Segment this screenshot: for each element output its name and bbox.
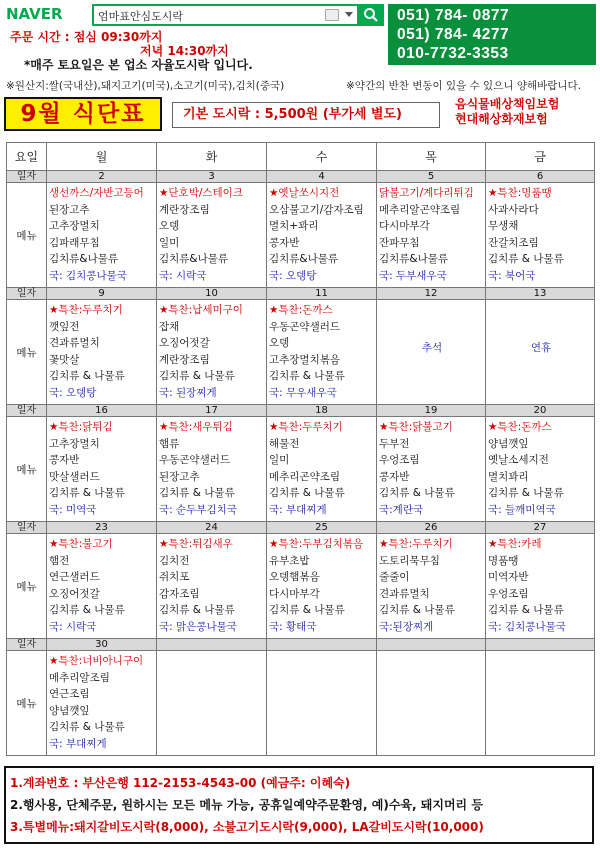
menu-label: 메뉴 — [7, 417, 47, 522]
date-row — [7, 522, 595, 534]
side-dish: 콩자반 — [49, 454, 80, 467]
soup-item: 국: 오뎅탕 — [49, 386, 97, 399]
side-dish: 오뎅 — [269, 337, 290, 350]
menu-cell — [47, 300, 157, 405]
special-dish: ★특찬:납세미구이 — [159, 304, 243, 316]
chevron-down-icon[interactable] — [345, 12, 353, 17]
side-dish: 김치류 & 나물류 — [488, 253, 564, 266]
date-cell: 17 — [157, 405, 267, 417]
side-dish: 김치류 & 나물류 — [49, 604, 125, 617]
menu-cell — [377, 300, 486, 405]
menu-label: 메뉴 — [7, 651, 47, 756]
date-cell — [157, 639, 267, 651]
menu-table — [6, 142, 595, 756]
side-dish: 햄류 — [159, 437, 180, 450]
special-dish: ★특찬:불고기 — [49, 538, 113, 550]
menu-cell — [486, 651, 595, 756]
date-cell: 6 — [486, 171, 595, 183]
date-label: 일자 — [7, 171, 47, 183]
side-dish: 양념깻잎 — [488, 437, 529, 450]
side-dish: 깻잎전 — [49, 320, 80, 333]
day-header: 금 — [486, 143, 595, 171]
order-time-lunch: 주문 시간 : 점심 09:30까지 — [10, 30, 163, 44]
side-dish: 오뎅햄볶음 — [269, 571, 320, 584]
price-line: 기본 도시락 : 5,500원 (부가세 별도) — [172, 102, 440, 128]
side-dish: 김치류 & 나물류 — [159, 487, 235, 500]
date-label: 일자 — [7, 639, 47, 651]
side-dish: 견과류멸치 — [49, 337, 100, 350]
date-cell: 9 — [47, 288, 157, 300]
side-dish: 연근샐러드 — [49, 571, 100, 584]
side-dish: 메추리알조림 — [49, 671, 110, 684]
side-dish: 잔갈치조림 — [488, 236, 539, 249]
side-dish: 고추장멸치 — [49, 220, 100, 233]
side-dish: 사과사라다 — [488, 203, 539, 216]
side-dish: 고추장멸치 — [49, 437, 100, 450]
special-dish: ★특찬:튀김새우 — [159, 538, 233, 550]
change-note: ※약간의 반찬 변동이 있을 수 있으니 양해바랍니다. — [346, 80, 582, 92]
side-dish: 김치류 & 나물류 — [379, 487, 455, 500]
side-dish: 김치류 & 나물류 — [269, 487, 345, 500]
side-dish: 도토리묵무침 — [379, 554, 440, 567]
menu-cell — [157, 300, 267, 405]
side-dish: 맛살샐러드 — [49, 470, 100, 483]
soup-item: 국: 황태국 — [269, 620, 317, 633]
menu-cell — [267, 417, 377, 522]
soup-item: 국: 북어국 — [488, 269, 536, 282]
phone-number: 010-7732-3353 — [397, 45, 509, 62]
side-dish: 견과류멸치 — [379, 587, 430, 600]
side-dish: 오뎅 — [159, 220, 180, 233]
side-dish: 연근조림 — [49, 688, 90, 701]
side-dish: 유부초밥 — [269, 554, 310, 567]
menu-row — [7, 534, 595, 639]
side-dish: 김치류 & 나물류 — [159, 370, 235, 383]
date-cell: 23 — [47, 522, 157, 534]
side-dish: 일미 — [159, 236, 180, 249]
side-dish: 우동곤약샐러드 — [159, 454, 231, 467]
date-cell: 19 — [377, 405, 486, 417]
table-header — [7, 143, 595, 171]
menu-cell — [377, 651, 486, 756]
side-dish: 햄전 — [49, 554, 70, 567]
special-dish: ★특찬:새우튀김 — [159, 421, 233, 433]
side-dish: 김치류 & 나물류 — [488, 487, 564, 500]
special-dish: ★특찬:두루치기 — [379, 538, 453, 550]
soup-item: 국: 김치콩나물국 — [49, 269, 127, 282]
side-dish: 김치류&나물류 — [269, 253, 339, 266]
date-cell: 12 — [377, 288, 486, 300]
date-row — [7, 405, 595, 417]
date-cell: 20 — [486, 405, 595, 417]
side-dish: 일미 — [269, 454, 290, 467]
date-cell: 24 — [157, 522, 267, 534]
date-label: 일자 — [7, 405, 47, 417]
menu-cell — [157, 417, 267, 522]
side-dish: 김치류 & 나물류 — [488, 604, 564, 617]
special-dish: 닭불고기/계다리튀김 — [379, 187, 474, 199]
day-header: 목 — [377, 143, 486, 171]
side-dish: 콩자반 — [269, 236, 300, 249]
side-dish: 줄줄이 — [379, 571, 410, 584]
side-dish: 무생채 — [488, 220, 519, 233]
group-order-note: 2.행사용, 단체주문, 원하시는 모든 메뉴 가능, 공휴일예약주문환영, 예)수육, 돼지머리 등 — [10, 798, 483, 812]
special-dish: ★특찬:돈까스 — [269, 304, 333, 316]
date-cell: 30 — [47, 639, 157, 651]
side-dish: 잔파무침 — [379, 236, 420, 249]
search-input[interactable] — [92, 4, 359, 26]
menu-cell — [157, 183, 267, 288]
side-dish: 김치류&나물류 — [49, 253, 119, 266]
soup-item: 국: 두부새우국 — [379, 269, 447, 282]
date-cell: 2 — [47, 171, 157, 183]
soup-item: 국: 시락국 — [159, 269, 207, 282]
side-dish: 김치류 & 나물류 — [49, 721, 125, 734]
special-dish: ★특찬:두부김치볶음 — [269, 538, 364, 550]
phone-numbers — [388, 4, 596, 65]
side-dish: 계란장조림 — [159, 353, 210, 366]
special-dish: ★특찬:카레 — [488, 538, 542, 550]
special-dish: ★특찬:두루치기 — [49, 304, 123, 316]
date-cell — [377, 639, 486, 651]
special-dish: ★특찬:두루치기 — [269, 421, 343, 433]
search-input-value: 엄마표안심도시락 — [98, 10, 184, 23]
menu-label: 메뉴 — [7, 183, 47, 288]
holiday-label: 추석 — [421, 342, 443, 354]
side-dish: 김파래무침 — [49, 236, 100, 249]
menu-row — [7, 300, 595, 405]
side-dish: 된장고추 — [49, 203, 90, 216]
date-row — [7, 171, 595, 183]
menu-cell — [267, 534, 377, 639]
special-dish: ★특찬:닭튀김 — [49, 421, 113, 433]
special-dish: ★옛날쏘시지전 — [269, 187, 340, 199]
side-dish: 된장고추 — [159, 470, 200, 483]
order-time-dinner: 저녁 14:30까지 — [140, 44, 229, 58]
bank-account: 1.계좌번호 : 부산은행 112-2153-4543-00 (예금주: 이혜숙) — [10, 776, 351, 790]
side-dish: 계란장조림 — [159, 203, 210, 216]
side-dish: 김치류&나물류 — [159, 253, 229, 266]
date-cell: 18 — [267, 405, 377, 417]
date-row — [7, 288, 595, 300]
side-dish: 김치류 & 나물류 — [379, 604, 455, 617]
soup-item: 국: 맑은콩나물국 — [159, 620, 237, 633]
insurance-info — [455, 97, 559, 127]
side-dish: 오삼불고기/감자조림 — [269, 203, 364, 216]
date-cell: 16 — [47, 405, 157, 417]
insurance-line: 음식물배상책임보험 — [455, 97, 560, 111]
special-menu-note: 3.특별메뉴:돼지갈비도시락(8,000), 소불고기도시락(9,000), LA갈비도시락(10,000) — [10, 820, 484, 834]
side-dish: 오징어젓갈 — [159, 337, 210, 350]
soup-item: 국:계란국 — [379, 503, 424, 516]
menu-cell — [486, 534, 595, 639]
menu-cell — [267, 183, 377, 288]
saturday-note: *매주 토요일은 본 업소 자율도시락 입니다. — [24, 58, 253, 72]
soup-item: 국: 무우새우국 — [269, 386, 337, 399]
phone-number: 051) 784- 4277 — [397, 26, 510, 43]
search-button[interactable] — [358, 4, 384, 26]
search-icon — [363, 7, 379, 23]
soup-item: 국: 순두부김치국 — [159, 503, 237, 516]
origin-note: ※원산지:쌀(국내산),돼지고기(미국),소고기(미국),김치(중국) — [6, 80, 285, 92]
side-dish: 김치전 — [159, 554, 190, 567]
side-dish: 오징어젓갈 — [49, 587, 100, 600]
soup-item: 국: 미역국 — [49, 503, 97, 516]
side-dish: 양념깻잎 — [49, 704, 90, 717]
insurance-line: 현대해상화재보험 — [455, 112, 548, 126]
special-dish: ★특찬:돈까스 — [488, 421, 552, 433]
soup-item: 국: 김치콩나물국 — [488, 620, 566, 633]
menu-cell — [486, 300, 595, 405]
menu-cell — [47, 417, 157, 522]
side-dish: 김치류 & 나물류 — [269, 604, 345, 617]
header-label: 요일 — [7, 143, 47, 171]
menu-row — [7, 651, 595, 756]
date-cell: 13 — [486, 288, 595, 300]
date-cell — [486, 639, 595, 651]
date-cell: 11 — [267, 288, 377, 300]
date-cell: 25 — [267, 522, 377, 534]
side-dish: 두부전 — [379, 437, 410, 450]
menu-cell — [157, 534, 267, 639]
special-dish: ★특찬:명품땡 — [488, 187, 552, 199]
menu-cell — [47, 534, 157, 639]
side-dish: 김치류 & 나물류 — [49, 370, 125, 383]
date-label: 일자 — [7, 288, 47, 300]
page-title: 9월 식단표 — [4, 97, 162, 131]
footer-info — [4, 766, 594, 844]
special-dish: ★특찬:닭불고기 — [379, 421, 453, 433]
date-cell: 26 — [377, 522, 486, 534]
holiday-label: 연휴 — [530, 342, 552, 354]
phone-number: 051) 784- 0877 — [397, 7, 510, 24]
menu-cell — [486, 417, 595, 522]
side-dish: 우엉조림 — [379, 454, 420, 467]
date-cell: 3 — [157, 171, 267, 183]
soup-item: 국: 시락국 — [49, 620, 97, 633]
special-dish: ★단호박/스테이크 — [159, 187, 243, 199]
side-dish: 김치류 & 나물류 — [269, 370, 345, 383]
soup-item: 국: 된장찌게 — [159, 386, 217, 399]
menu-cell — [377, 534, 486, 639]
soup-item: 국: 부대찌게 — [269, 503, 327, 516]
menu-cell — [47, 183, 157, 288]
side-dish: 메추리곤약조림 — [269, 470, 341, 483]
naver-logo[interactable]: NAVER — [6, 5, 63, 23]
special-dish: 생선까스/자반고등어 — [49, 187, 144, 199]
side-dish: 쥐치포 — [159, 571, 190, 584]
side-dish: 감자조림 — [159, 587, 200, 600]
side-dish: 우동곤약샐러드 — [269, 320, 341, 333]
side-dish: 다시마부각 — [269, 587, 320, 600]
date-cell: 5 — [377, 171, 486, 183]
menu-cell — [157, 651, 267, 756]
side-dish: 다시마부각 — [379, 220, 430, 233]
side-dish: 메추리알곤약조림 — [379, 203, 461, 216]
side-dish: 콩자반 — [379, 470, 410, 483]
side-dish: 멸치꽈리 — [488, 470, 529, 483]
side-dish: 미역자반 — [488, 571, 529, 584]
side-dish: 고추장멸치볶음 — [269, 353, 341, 366]
day-header: 수 — [267, 143, 377, 171]
side-dish: 우엉조림 — [488, 587, 529, 600]
soup-item: 국: 오뎅탕 — [269, 269, 317, 282]
menu-cell — [267, 651, 377, 756]
soup-item: 국:된장찌게 — [379, 620, 434, 633]
menu-row — [7, 417, 595, 522]
day-header: 화 — [157, 143, 267, 171]
soup-item: 국: 부대찌게 — [49, 737, 107, 750]
date-label: 일자 — [7, 522, 47, 534]
side-dish: 명품땡 — [488, 554, 519, 567]
side-dish: 옛날소세지전 — [488, 454, 549, 467]
menu-row — [7, 183, 595, 288]
side-dish: 김치류 & 나물류 — [49, 487, 125, 500]
side-dish: 꽃맛살 — [49, 353, 80, 366]
side-dish: 해물전 — [269, 437, 300, 450]
side-dish: 김치류 & 나물류 — [159, 604, 235, 617]
side-dish: 멸치+꽈리 — [269, 220, 319, 233]
menu-label: 메뉴 — [7, 534, 47, 639]
soup-item: 국: 들깨미역국 — [488, 503, 556, 516]
menu-cell — [47, 651, 157, 756]
date-cell: 10 — [157, 288, 267, 300]
date-cell: 4 — [267, 171, 377, 183]
side-dish: 잡채 — [159, 320, 180, 333]
menu-cell — [267, 300, 377, 405]
day-header: 월 — [47, 143, 157, 171]
menu-cell — [377, 417, 486, 522]
side-dish: 김치류&나물류 — [379, 253, 449, 266]
date-cell — [267, 639, 377, 651]
menu-cell — [486, 183, 595, 288]
keyboard-icon[interactable] — [325, 9, 339, 21]
menu-cell — [377, 183, 486, 288]
date-row — [7, 639, 595, 651]
date-cell: 27 — [486, 522, 595, 534]
menu-label: 메뉴 — [7, 300, 47, 405]
notice-line — [6, 78, 582, 93]
special-dish: ★특찬:너비아니구이 — [49, 655, 144, 667]
